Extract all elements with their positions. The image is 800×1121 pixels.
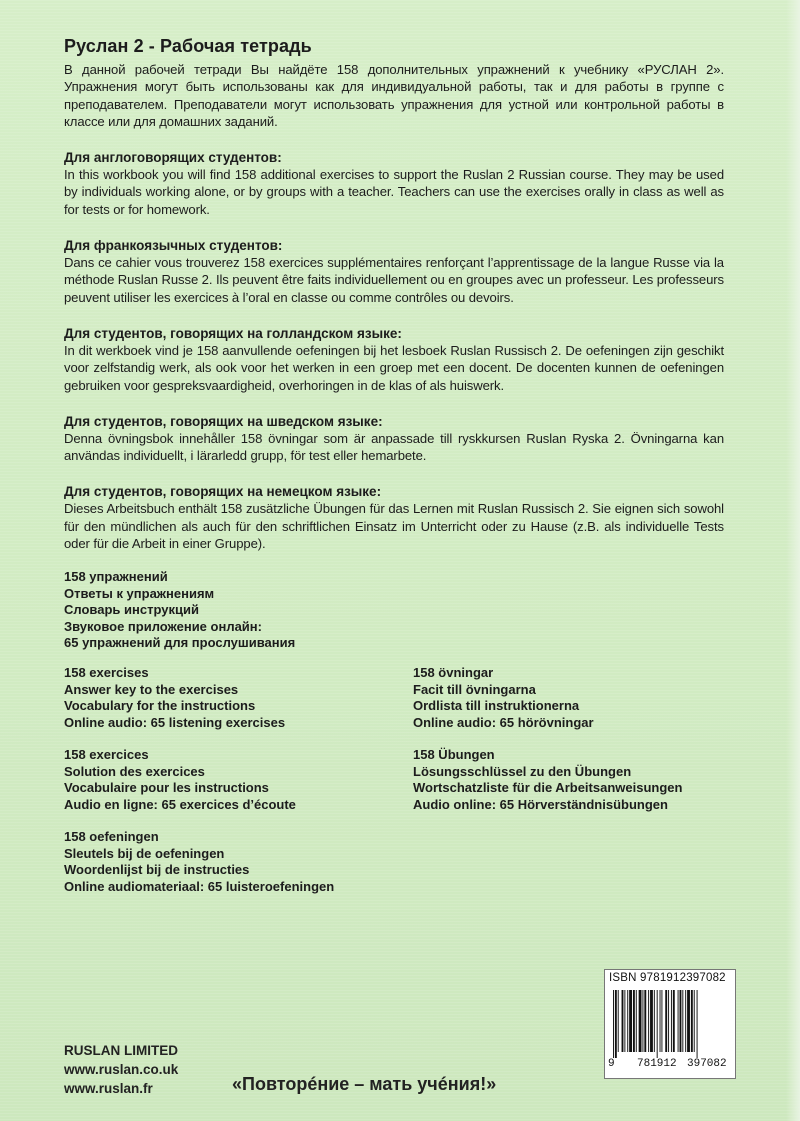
contents-item: Звуковое приложение онлайн: — [64, 618, 262, 634]
contents-item: Audio en ligne: 65 exercices d’écoute — [64, 796, 296, 812]
contents-item: Sleutels bij de oefeningen — [64, 845, 225, 861]
contents-item: Lösungsschlüssel zu den Übungen — [413, 763, 632, 779]
barcode-icon — [613, 990, 729, 1058]
book-title: Руслан 2 - Рабочая тетрадь — [64, 36, 312, 56]
isbn-label: ISBN 9781912397082 — [609, 972, 726, 984]
contents-item: Online audio: 65 listening exercises — [64, 714, 286, 730]
intro-text: В данной рабочей тетради Вы найдёте 158 дополнительных упражнений к учебнику «РУСЛАН 2». Упражнения могут быть использованы как для индивидуальной работы, так и для работы в группе с преподавателем. Преподаватели могут использовать упражнения для устной или контрольной работы в классе или для домашних заданий. — [64, 62, 724, 129]
section-text: Dans ce cahier vous trouverez 158 exercices supplémentaires renforçant l’apprentissage de la langue Russe via la méthode Ruslan Russe 2. Ils peuvent être faits individuellement ou en groupes avec un professeur. Les professeurs peuvent utiliser les exercices à l’oral en classe ou comme contrôles ou devoirs. — [64, 255, 724, 305]
contents-item: Woordenlijst bij de instructies — [64, 862, 250, 877]
contents-english — [64, 665, 285, 731]
publisher-block — [64, 1041, 178, 1098]
contents-item: 158 exercises — [64, 665, 149, 680]
barcode-digits-right: 397082 — [687, 1058, 727, 1070]
contents-item: Ответы к упражнениям — [64, 585, 215, 601]
contents-german — [413, 747, 682, 813]
contents-item: Solution des exercices — [64, 763, 205, 779]
contents-item: Facit till övningarna — [413, 681, 536, 697]
contents-item: 65 упражнений для прослушивания — [64, 635, 296, 650]
section-german — [64, 483, 724, 552]
contents-russian — [64, 569, 295, 652]
contents-dutch — [64, 829, 334, 895]
publisher-site-fr: www.ruslan.fr — [64, 1081, 153, 1096]
isbn-barcode-box — [604, 969, 736, 1079]
section-english — [64, 149, 724, 218]
page-edge — [786, 0, 800, 1121]
contents-item: 158 exercices — [64, 747, 149, 762]
contents-item: 158 Übungen — [413, 747, 495, 762]
contents-item: Vocabulaire pour les instructions — [64, 780, 269, 795]
section-text: Dieses Arbeitsbuch enthält 158 zusätzliche Übungen für das Lernen mit Ruslan Russisch 2. Sie eignen sich sowohl für den mündlichen als auch für den schriftlichen Einsatz im Unterricht oder zu Hause (z.B. als individuelle Tests oder für die Arbeit in einer Gruppe). — [64, 501, 724, 552]
contents-item: Словарь инструкций — [64, 602, 199, 617]
contents-item: 158 övningar — [413, 665, 494, 680]
section-text: In dit werkboek vind je 158 aanvullende oefeningen bij het lesboek Ruslan Russisch 2. De oefeningen zijn geschikt voor zelfstandig werk, als ook voor het werken in een groep met een docent. De docenten kunnen de oefeningen gebruiken voor gespreksvaardigheid, overhoringen in de klas of als huiswerk. — [64, 342, 724, 393]
description-block — [64, 36, 724, 552]
contents-swedish — [413, 665, 594, 731]
contents-item: 158 oefeningen — [64, 829, 159, 844]
contents-item: Vocabulary for the instructions — [64, 698, 256, 713]
contents-french — [64, 747, 296, 813]
publisher-name: RUSLAN LIMITED — [64, 1043, 178, 1058]
section-heading: Для франкоязычных студентов: — [64, 238, 283, 254]
section-dutch — [64, 325, 724, 394]
section-heading: Для студентов, говорящих на шведском языке: — [64, 413, 383, 429]
section-swedish — [64, 413, 724, 465]
contents-item: Answer key to the exercises — [64, 681, 239, 697]
barcode-digits-left: 781912 — [637, 1058, 677, 1070]
contents-item: Online audiomateriaal: 65 luisteroefeningen — [64, 878, 335, 894]
section-text: In this workbook you will find 158 additional exercises to support the Ruslan 2 Russian course. They may be used by individuals working alone, or by groups with a teacher. Teachers can use the exercises orally in class as well as for tests or for homework. — [64, 167, 724, 217]
contents-item: Wortschatzliste für die Arbeitsanweisungen — [413, 780, 683, 795]
section-french — [64, 237, 724, 306]
contents-item: Audio online: 65 Hörverständnisübungen — [413, 796, 668, 812]
section-heading: Для студентов, говорящих на немецком языке: — [64, 484, 382, 500]
section-heading: Для англоговорящих студентов: — [64, 150, 282, 166]
contents-item: 158 упражнений — [64, 569, 168, 584]
section-heading: Для студентов, говорящих на голландском языке: — [64, 325, 402, 341]
publisher-site-uk: www.ruslan.co.uk — [64, 1062, 179, 1077]
contents-item: Online audio: 65 hörövningar — [413, 714, 594, 730]
contents-item: Ordlista till instruktionerna — [413, 698, 580, 713]
section-text: Denna övningsbok innehåller 158 övningar som är anpassade till ryskkursen Ruslan Ryska 2. Övningarna kan användas individuellt, i lärarledd grupp, för test eller hemarbete. — [64, 430, 724, 464]
motto: «Повторéние – мать учéния!» — [232, 1074, 497, 1094]
barcode-digit-first: 9 — [608, 1058, 615, 1070]
